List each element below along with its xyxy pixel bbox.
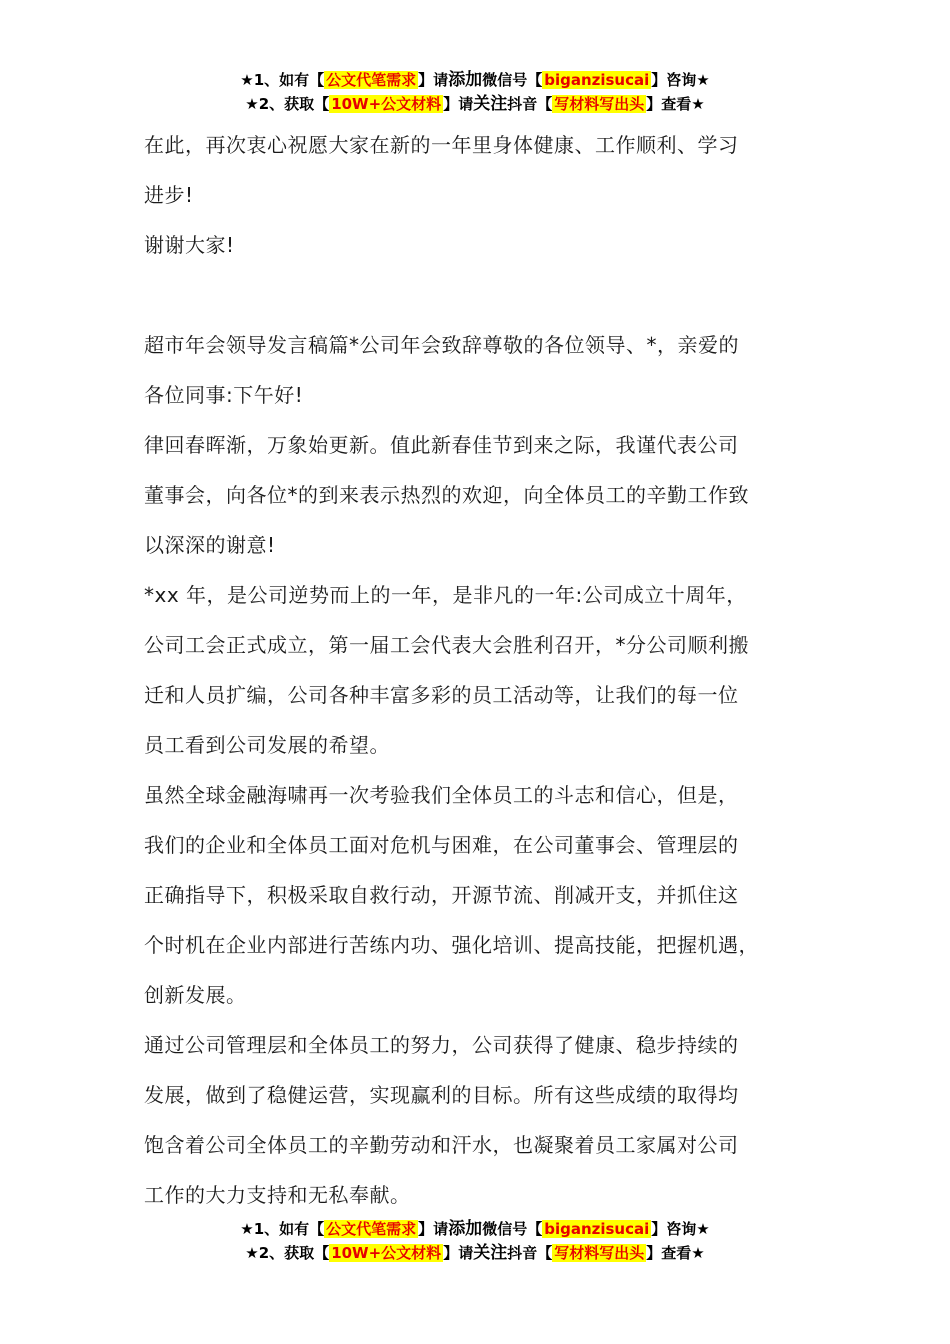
banner-douyin-id: 写材料写出头 bbox=[554, 1244, 645, 1262]
banner-text: ★2、获取【 bbox=[245, 1244, 330, 1262]
banner-emphasis: 关注 bbox=[473, 94, 508, 114]
banner-highlight: 公文代笔需求 bbox=[326, 1220, 417, 1238]
document-body bbox=[144, 120, 834, 1220]
banner-wechat-id: biganzisucai bbox=[544, 1220, 650, 1238]
banner-highlight: 公文代笔需求 bbox=[326, 71, 417, 89]
body-line: 公司工会正式成立，第一届工会代表大会胜利召开，*分公司顺利搬 bbox=[144, 633, 749, 657]
banner-line-1 bbox=[0, 1217, 950, 1241]
body-line: 正确指导下，积极采取自救行动，开源节流、削减开支，并抓住这 bbox=[144, 883, 739, 907]
banner-line-1 bbox=[0, 68, 950, 92]
banner-text: 】咨询★ bbox=[651, 1220, 710, 1238]
body-line: 发展，做到了稳健运营，实现赢利的目标。所有这些成绩的取得均 bbox=[144, 1083, 739, 1107]
body-line: 超市年会领导发言稿篇*公司年会致辞尊敬的各位领导、*，亲爱的 bbox=[144, 333, 739, 357]
header-banner bbox=[0, 68, 950, 116]
body-line: 工作的大力支持和无私奉献。 bbox=[144, 1183, 411, 1207]
banner-douyin-id: 写材料写出头 bbox=[554, 95, 645, 113]
footer-banner bbox=[0, 1217, 950, 1265]
banner-text: ★1、如有【 bbox=[240, 71, 325, 89]
banner-text: 】请 bbox=[418, 1220, 449, 1238]
body-line: 个时机在企业内部进行苦练内功、强化培训、提高技能，把握机遇， bbox=[144, 933, 759, 957]
banner-emphasis: 添加 bbox=[448, 70, 483, 90]
body-line: 虽然全球金融海啸再一次考验我们全体员工的斗志和信心，但是， bbox=[144, 783, 739, 807]
banner-line-2 bbox=[0, 1241, 950, 1265]
banner-text: 微信号【 bbox=[482, 1220, 543, 1238]
banner-text: ★2、获取【 bbox=[245, 95, 330, 113]
body-line: 谢谢大家! bbox=[144, 233, 235, 257]
body-line: 进步! bbox=[144, 183, 194, 207]
body-line: 员工看到公司发展的希望。 bbox=[144, 733, 390, 757]
banner-emphasis: 添加 bbox=[448, 1219, 483, 1239]
banner-text: 】查看★ bbox=[646, 1244, 705, 1262]
blank-line bbox=[144, 270, 834, 320]
banner-text: 】请 bbox=[418, 71, 449, 89]
body-line: 迁和人员扩编，公司各种丰富多彩的员工活动等，让我们的每一位 bbox=[144, 683, 739, 707]
banner-text: 】请 bbox=[443, 1244, 474, 1262]
banner-highlight: 10W+公文材料 bbox=[331, 1244, 442, 1262]
banner-text: 】查看★ bbox=[646, 95, 705, 113]
body-line: 创新发展。 bbox=[144, 983, 247, 1007]
banner-line-2 bbox=[0, 92, 950, 116]
banner-text: 】请 bbox=[443, 95, 474, 113]
banner-text: ★1、如有【 bbox=[240, 1220, 325, 1238]
body-line: 以深深的谢意! bbox=[144, 533, 276, 557]
banner-text: 抖音【 bbox=[507, 1244, 553, 1262]
body-line: *xx 年，是公司逆势而上的一年，是非凡的一年:公司成立十周年， bbox=[144, 583, 747, 607]
banner-emphasis: 关注 bbox=[473, 1243, 508, 1263]
banner-highlight: 10W+公文材料 bbox=[331, 95, 442, 113]
body-line: 饱含着公司全体员工的辛勤劳动和汗水，也凝聚着员工家属对公司 bbox=[144, 1133, 739, 1157]
banner-text: 抖音【 bbox=[507, 95, 553, 113]
banner-text: 微信号【 bbox=[482, 71, 543, 89]
banner-text: 】咨询★ bbox=[651, 71, 710, 89]
banner-wechat-id: biganzisucai bbox=[544, 71, 650, 89]
body-line: 各位同事:下午好! bbox=[144, 383, 304, 407]
body-line: 我们的企业和全体员工面对危机与困难，在公司董事会、管理层的 bbox=[144, 833, 739, 857]
body-line: 在此，再次衷心祝愿大家在新的一年里身体健康、工作顺利、学习 bbox=[144, 133, 739, 157]
body-line: 律回春晖渐，万象始更新。值此新春佳节到来之际，我谨代表公司 bbox=[144, 433, 739, 457]
body-line: 通过公司管理层和全体员工的努力，公司获得了健康、稳步持续的 bbox=[144, 1033, 739, 1057]
body-line: 董事会，向各位*的到来表示热烈的欢迎，向全体员工的辛勤工作致 bbox=[144, 483, 749, 507]
